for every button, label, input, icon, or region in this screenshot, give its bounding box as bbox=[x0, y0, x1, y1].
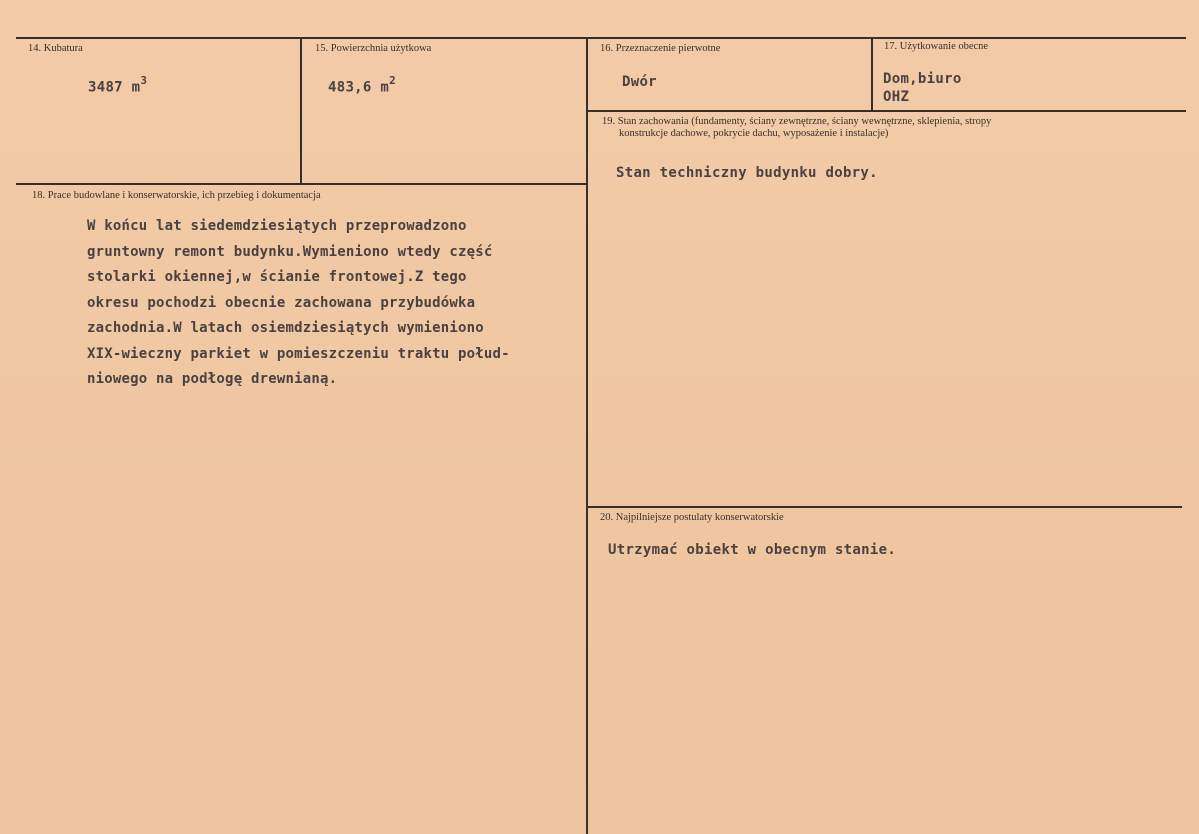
rule-above-20 bbox=[588, 506, 1182, 508]
prace-line: niowego na podłogę drewnianą. bbox=[87, 371, 338, 387]
rule-under-16-17 bbox=[588, 110, 1186, 112]
stan-zachowania-label-line-1: 19. Stan zachowania (fundamenty, ściany zewnętrzne, ściany wewnętrzne, sklepienia, stropy bbox=[602, 116, 992, 127]
prace-budowlane-label: 18. Prace budowlane i konserwatorskie, ich przebieg i dokumentacja bbox=[32, 190, 321, 201]
prace-line: zachodnia.W latach osiemdziesiątych wymieniono bbox=[87, 320, 484, 336]
top-rule bbox=[16, 37, 1186, 39]
przeznaczenie-label: 16. Przeznaczenie pierwotne bbox=[600, 43, 721, 54]
kubatura-value: 3487 m bbox=[88, 79, 141, 96]
prace-line: W końcu lat siedemdziesiątych przeprowadzono bbox=[87, 218, 467, 234]
uzytkowanie-value-line-1: Dom,biuro bbox=[883, 71, 962, 87]
powierzchnia-value: 483,6 m bbox=[328, 79, 390, 96]
przeznaczenie-value: Dwór bbox=[622, 74, 657, 90]
kubatura-unit-exponent: 3 bbox=[140, 74, 148, 87]
prace-line: stolarki okiennej,w ścianie frontowej.Z tego bbox=[87, 269, 467, 285]
stan-zachowania-value: Stan techniczny budynku dobry. bbox=[616, 165, 878, 181]
uzytkowanie-value-line-2: OHZ bbox=[883, 89, 910, 105]
kubatura-value-box bbox=[88, 76, 147, 96]
divider-14-15 bbox=[300, 38, 302, 183]
main-vertical-divider bbox=[586, 38, 588, 834]
powierzchnia-value-box bbox=[328, 76, 396, 96]
powierzchnia-unit-exponent: 2 bbox=[389, 74, 397, 87]
prace-line: gruntowny remont budynku.Wymieniono wtedy część bbox=[87, 243, 493, 260]
kubatura-label: 14. Kubatura bbox=[28, 43, 83, 54]
postulaty-value: Utrzymać obiekt w obecnym stanie. bbox=[608, 542, 897, 558]
postulaty-label: 20. Najpilniejsze postulaty konserwatorskie bbox=[600, 512, 784, 523]
divider-16-17 bbox=[871, 38, 873, 110]
uzytkowanie-label: 17. Użytkowanie obecne bbox=[884, 41, 989, 52]
rule-under-14-15 bbox=[16, 183, 587, 185]
prace-line: XIX-wieczny parkiet w pomieszczeniu traktu połud- bbox=[87, 345, 510, 362]
stan-zachowania-label-line-2: konstrukcje dachowe, pokrycie dachu, wyposażenie i instalacje) bbox=[619, 128, 889, 139]
powierzchnia-label: 15. Powierzchnia użytkowa bbox=[315, 43, 432, 54]
prace-line: okresu pochodzi obecnie zachowana przybudówka bbox=[87, 294, 476, 311]
prace-budowlane-text bbox=[87, 214, 510, 393]
